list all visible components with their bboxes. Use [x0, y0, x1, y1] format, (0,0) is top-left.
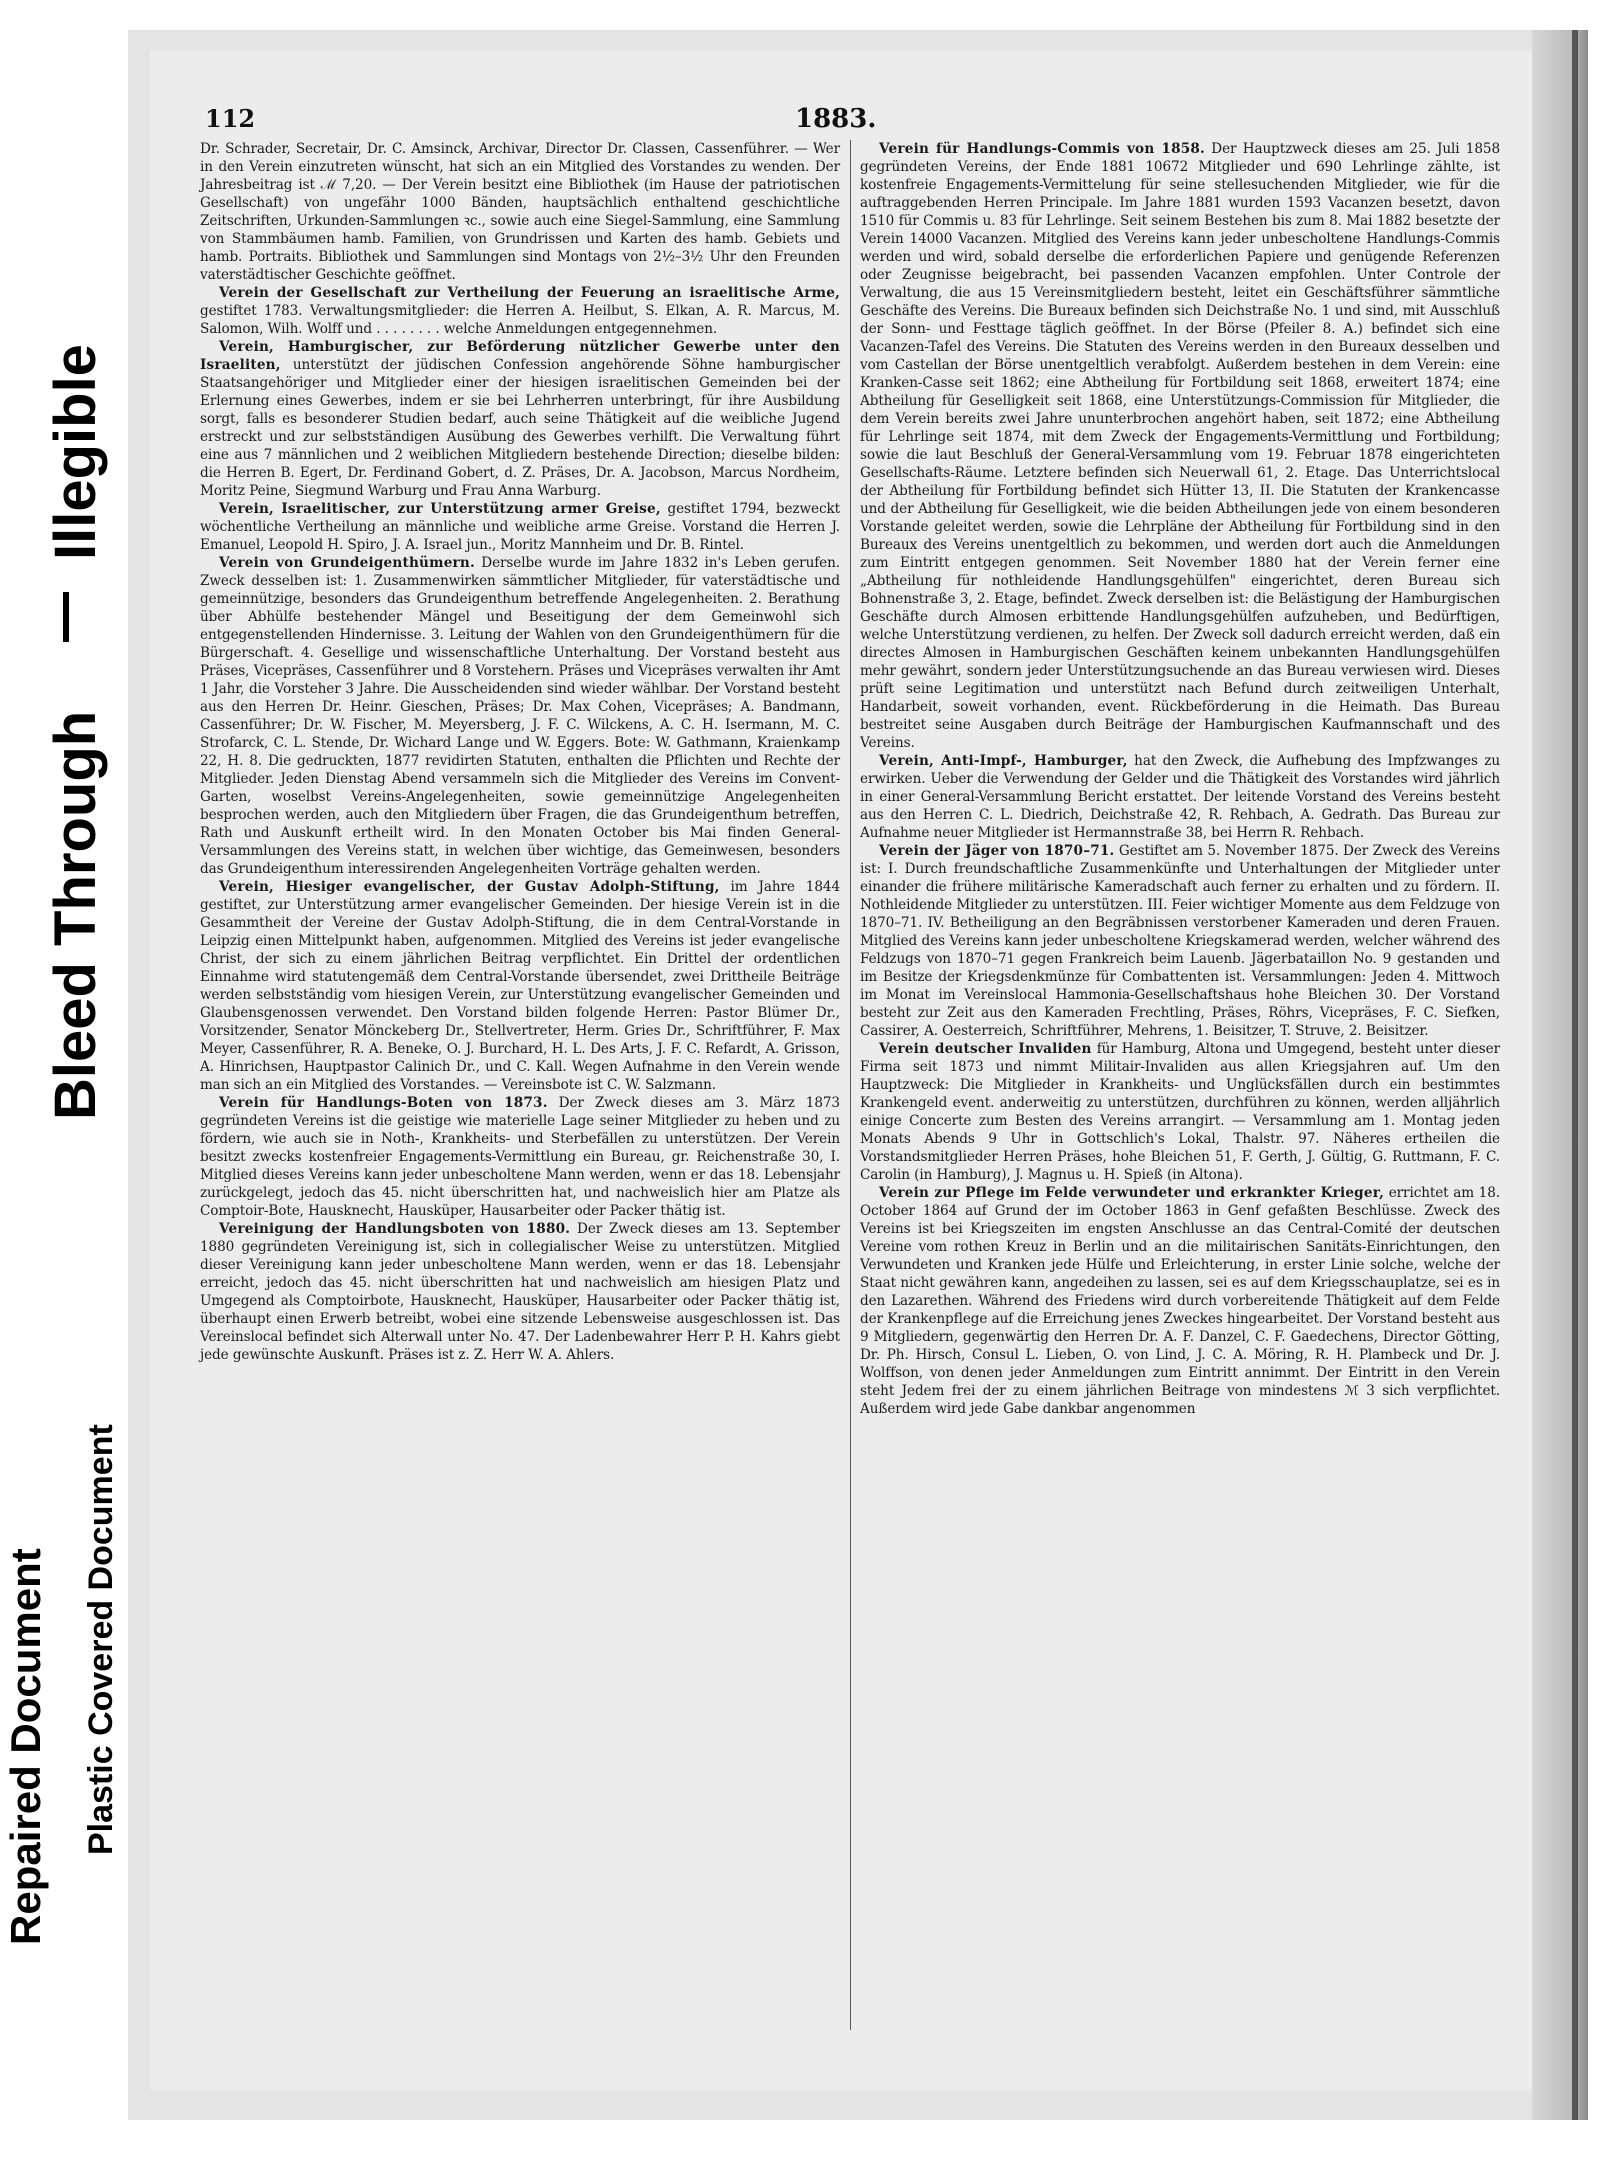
page-year: 1883.	[795, 104, 877, 134]
plastic-covered-stamp: Plastic Covered Document	[82, 1424, 120, 1855]
entry-body: Der Zweck dieses am 13. September 1880 gegründeten Vereinigung ist, sich in collegialischer Weise zu unterstützen. Mitglied dieser Vereinigung kann jeder unbescholtene Mann werden, wenn er das 18. Lebensjahr erreicht, jedoch das 45. nicht überschritten hat und nachweislich am hiesigen Platz und Umgegend als Comptoirbote, Hausknecht, Hausküper, Hausarbeiter oder Packer thätig ist, überhaupt einen Erwerb betreibt, wobei eine sitzende Lebensweise ausgeschlossen ist. Das Vereinslocal befindet sich Alterwall unter No. 47. Der Ladenbewahrer Herr P. H. Kahrs giebt jede gewünschte Auskunft. Präses ist z. Z. Herr W. A. Ahlers.	[200, 1221, 840, 1363]
society-entry	[200, 554, 840, 878]
illegible-stamp: Illegible	[43, 344, 108, 560]
entry-title: Vereinigung der Handlungsboten von 1880.	[219, 1221, 571, 1237]
society-entry	[200, 878, 840, 1094]
society-entry	[860, 842, 1500, 1040]
entry-body: unterstützt der jüdischen Confession angehörende Söhne hamburgischer Staatsangehöriger und Mitglieder einer der hiesigen israelitischen Gemeinden bei der Erlernung eines Gewerbes, indem er sie bei Lehrherren unterbringt, für ihre Ausbildung sorgt, falls es besonderer Studien bedarf, auch seine Thätigkeit auf die weibliche Jugend erstreckt und zur selbstständigen Ausübung des Gewerbes verhilft. Die Verwaltung führt eine aus 7 männlichen und 2 weiblichen Mitgliedern bestehende Direction; dieselbe bilden: die Herren B. Egert, Dr. Ferdinand Gobert, d. Z. Präses, Dr. A. Jacobson, Marcus Nordheim, Moritz Peine, Siegmund Warburg und Frau Anna Warburg.	[200, 357, 840, 499]
entry-body: für Hamburg, Altona und Umgegend, besteht unter dieser Firma seit 1873 und nimmt Militair-Invaliden aus allen Kriegsjahren auf. Um den Hauptzweck: Die Mitglieder in Krankheits- und Unglücksfällen durch ein bestimmtes Krankengeld event. anderweitig zu unterstützen, durchführen zu können, werden alljährlich einige Concerte zum Besten des Vereins arrangirt. — Versammlung am 1. Montag jeden Monats Abends 9 Uhr in Gottschlich's Lokal, Thalstr. 97. Näheres ertheilen die Vorstandsmitglieder Herren Präses, hohe Bleichen 51, F. Gerth, J. Gültig, G. Ruttmann, F. C. Carolin (in Hamburg), J. Magnus u. H. Spieß (in Altona).	[860, 1041, 1500, 1183]
page-number: 112	[205, 104, 256, 133]
entry-title: Verein, Hiesiger evangelischer, der Gustav Adolph-Stiftung,	[219, 879, 720, 895]
entry-title: Verein deutscher Invaliden	[879, 1041, 1092, 1057]
entry-title: Verein der Jäger von 1870–71.	[879, 843, 1115, 859]
entry-body: Derselbe wurde im Jahre 1832 in's Leben gerufen. Zweck desselben ist: 1. Zusammenwirken sämmtlicher Mitglieder, für vaterstädtische und gemeinnützige, besonders das Grundeigenthum betreffende Angelegenheiten. 2. Berathung über Abhülfe bestehender Mängel und Beseitigung der dem Gemeinwohl sich entgegenstellenden Hindernisse. 3. Leitung der Wahlen von den Grundeigenthümern für die Bürgerschaft. 4. Gesellige und wissenschaftliche Unterhaltung. Der Vorstand besteht aus Präses, Vicepräses, Cassenführer und 8 Vorstehern. Präses und Vicepräses verwalten ihr Amt 1 Jahr, die Vorsteher 3 Jahre. Die Ausscheidenden sind wieder wählbar. Der Vorstand besteht aus den Herren Dr. Heinr. Gieschen, Präses; Dr. Max Cohen, Vicepräses; A. Bandmann, Cassenführer; Dr. W. Fischer, M. Meyersberg, J. F. C. Wilckens, A. C. H. Isermann, M. C. Strofarck, C. L. Stende, Dr. Wichard Lange und W. Eggers. Bote: W. Gathmann, Kraienkamp 22, H. 8. Die gedruckten, 1877 revidirten Statuten, enthalten die Pflichten und Rechte der Mitglieder. Jeden Dienstag Abend versammeln sich die Mitglieder des Vereins im Convent-Garten, woselbst Vereins-Angelegenheiten, sowie gemeinnützige Angelegenheiten besprochen werden, auch den Mitgliedern über Fragen, die das Grundeigenthum betreffen, Rath und Auskunft ertheilt wird. In den Monaten October bis Mai finden General-Versammlungen des Vereins statt, in welchen über wichtige, das Gemeinwesen, besonders das Grundeigenthum interessirenden Angelegenheiten Vorträge gehalten werden.	[200, 555, 840, 877]
entry-title: Verein, Israelitischer, zur Unterstützung armer Greise,	[219, 501, 661, 517]
binding-edge	[1572, 30, 1578, 2120]
entry-title: Verein für Handlungs-Commis von 1858.	[879, 141, 1205, 157]
society-entry	[200, 338, 840, 500]
entry-title: Verein für Handlungs-Boten von 1873.	[219, 1095, 548, 1111]
entry-body: Gestiftet am 5. November 1875. Der Zweck des Vereins ist: I. Durch freundschaftliche Zusammenkünfte und Unterhaltungen der Mitglieder unter einander die frühere militärische Kameradschaft auch ferner zu erhalten und zu fördern. II. Nothleidende Mitglieder zu unterstützen. III. Feier wichtiger Momente aus dem Feldzuge von 1870–71. IV. Betheiligung an den Begräbnissen verstorbener Kameraden und deren Frauen. Mitglied des Vereins kann jeder unbescholtene Kriegskamerad werden, welcher während des Feldzugs von 1870–71 gegen Frankreich beim Lauenb. Jägerbataillon No. 9 gestanden und im Besitze der Kriegsdenkmünze für Combattenten ist. Versammlungen: Jeden 4. Mittwoch im Monat im Vereinslocal Hammonia-Gesellschaftshaus hohe Bleichen 30. Der Vorstand besteht zur Zeit aus den Kameraden Frechtling, Präses, Röhrs, Vicepräses, F. C. Siefken, Cassirer, A. Oesterreich, Schriftführer, Mehrens, 1. Beisitzer, T. Struve, 2. Beisitzer.	[860, 843, 1500, 1039]
column-rule	[850, 140, 851, 2030]
page-header	[205, 104, 1385, 144]
society-entry	[200, 1094, 840, 1220]
society-entry	[200, 1220, 840, 1364]
entry-title: Verein zur Pflege im Felde verwundeter und erkrankter Krieger,	[879, 1185, 1385, 1201]
entry-title: Verein der Gesellschaft zur Vertheilung der Feuerung an israelitische Arme,	[219, 285, 840, 301]
entry-body: Der Zweck dieses am 3. März 1873 gegründeten Vereins ist die geistige wie materielle Lage seiner Mitglieder zu heben und zu fördern, wie auch sie in Noth-, Krankheits- und Sterbefällen zu unterstützen. Der Verein besitzt zwecks kostenfreier Engagements-Vermittlung ein Bureau, gr. Reichenstraße 30, I. Mitglied dieses Vereins kann jeder unbescholtene Mann werden, wenn er das 18. Lebensjahr zurückgelegt, jedoch das 45. nicht überschritten hat, und nachweislich hier am Platze als Comptoir-Bote, Hausknecht, Hausküper, Hausarbeiter oder Packer thätig ist.	[200, 1095, 840, 1219]
stamp-divider	[63, 592, 69, 642]
page-edge-shadow	[1532, 30, 1588, 2120]
society-entry	[200, 500, 840, 554]
entry-body: errichtet am 18. October 1864 auf Grund der im October 1863 in Genf gefaßten Beschlüsse. Zweck des Vereins ist bei Kriegszeiten im engsten Anschlusse an das Central-Comité der deutschen Vereine vom rothen Kreuz in Berlin und an die militairischen Sanitäts-Einrichtungen, den Verwundeten und Kranken jede Hülfe und Erleichterung, in erster Linie solche, welche der Staat nicht gewähren kann, angedeihen zu lassen, sei es auf dem Kriegsschauplatze, sei es in den Lazarethen. Während des Friedens wird durch vorbereitende Thätigkeit auf dem Felde der Krankenpflege auf die Erreichung jenes Zweckes hingearbeitet. Der Vorstand besteht aus 9 Mitgliedern, gegenwärtig den Herren Dr. A. F. Danzel, C. F. Gaedechens, Director Götting, Dr. Ph. Hirsch, Consul L. Lieben, O. von Lind, J. C. A. Möring, R. H. Plambeck und Dr. J. Wolffson, von denen jeder Anmeldungen zum Eintritt annimmt. Der Eintritt in den Verein steht Jedem frei der zu einem jährlichen Beitrage von mindestens ℳ 3 sich verpflichtet. Außerdem wird jede Gabe dankbar angenommen	[860, 1185, 1500, 1417]
society-entry	[860, 1040, 1500, 1184]
society-entry	[200, 284, 840, 338]
society-entry	[860, 140, 1500, 752]
entry-body: hat den Zweck, die Aufhebung des Impfzwanges zu erwirken. Ueber die Verwendung der Gelder und die Thätigkeit des Vorstandes wird jährlich in einer General-Versammlung Bericht erstattet. Der leitende Vorstand des Vereins besteht aus den Herren C. L. Diedrich, Deichstraße 42, R. Rehbach, A. Gedrath. Das Bureau zur Aufnahme neuer Mitglieder ist Hermannstraße 38, bei Herrn R. Rehbach.	[860, 753, 1501, 841]
entry-body: Dr. Schrader, Secretair, Dr. C. Amsinck, Archivar, Director Dr. Classen, Cassenführer. — Wer in den Verein einzutreten wünscht, hat sich an ein Mitglied des Vorstandes zu wenden. Der Jahresbeitrag ist ℳ 7,20. — Der Verein besitzt eine Bibliothek (im Hause der patriotischen Gesellschaft) von ungefähr 1000 Bänden, hauptsächlich enthaltend geschichtliche Zeitschriften, Urkunden-Sammlungen ꝛc., sowie auch eine Siegel-Sammlung, eine Sammlung von Stammbäumen hamb. Familien, von Grundrissen und Karten des hamb. Gebiets und hamb. Portraits. Bibliothek und Sammlungen sind Montags von 2½–3½ Uhr den Freunden vaterstädtischer Geschichte geöffnet.	[200, 141, 840, 283]
entry-body: gestiftet 1783. Verwaltungsmitglieder: die Herren A. Heilbut, S. Elkan, A. R. Marcus, M. Salomon, Wilh. Wolff und . . . . . . . . welche Anmeldungen entgegennehmen.	[200, 303, 840, 337]
society-entry	[860, 752, 1500, 842]
scan-annotation-strip	[0, 0, 130, 2177]
entry-body: gestiftet 1794, bezweckt wöchentliche Vertheilung an männliche und weibliche arme Greise. Vorstand die Herren J. Emanuel, Leopold H. Spiro, J. A. Israel jun., Moritz Mannheim und Dr. B. Rintel.	[200, 501, 840, 553]
repaired-document-stamp: Repaired Document	[2, 1548, 49, 1945]
entry-title: Verein, Hamburgischer, zur Beförderung nützlicher Gewerbe unter den Israeliten,	[200, 339, 840, 373]
society-entry	[200, 140, 840, 284]
entry-body: Der Hauptzweck dieses am 25. Juli 1858 gegründeten Vereins, der Ende 1881 10672 Mitglieder und 690 Lehrlinge zählte, ist kostenfreie Engagements-Vermittelung für seine stellesuchenden Mitglieder, wie für die auftraggebenden Herren Principale. Im Jahre 1881 wurden 1593 Vacanzen besetzt, davon 1510 für Commis u. 83 für Lehrlinge. Seit seinem Bestehen bis zum 8. Mai 1882 besetzte der Verein 14000 Vacanzen. Mitglied des Vereins kann jeder unbescholtene Handlungs-Commis werden und wird, sobald derselbe die erforderlichen Papiere und genügende Referenzen oder Zeugnisse beigebracht, bei passenden Vacanzen empfohlen. Unter Controle der Verwaltung, die aus 15 Vereinsmitgliedern besteht, leitet ein Geschäftsführer sämmtliche Geschäfte des Vereins. Die Bureaux befinden sich Deichstraße No. 1 und sind, mit Ausschluß der Sonn- und Festtage täglich geöffnet. In der Börse (Pfeiler 8. A.) befindet sich eine Vacanzen-Tafel des Vereins. Die Statuten des Vereins werden in den Bureaux desselben und vom Castellan der Börse unentgeltlich verabfolgt. Außerdem bestehen in dem Verein: eine Kranken-Casse seit 1862; eine Abtheilung für Fortbildung seit 1868, erweitert 1874; eine Abtheilung für Geselligkeit seit 1868, eine Unterstützungs-Commission für Mitglieder, die dem Verein bereits zwei Jahre ununterbrochen angehört haben, seit 1872; eine Abtheilung für Lehrlinge seit 1874, mit dem Zweck der Engagements-Vermittlung und Fortbildung; sowie die laut Beschluß der General-Versammlung vom 19. Februar 1878 eingerichteten Gesellschafts-Räume. Letztere befinden sich Neuerwall 61, 2. Etage. Das Unterrichtslocal der Abtheilung für Fortbildung befindet sich Hütter 13, II. Die Statuten der Krankencasse und der Abtheilung für Geselligkeit, wie die beiden Abtheilungen jede von einem besonderen Vorstande geleitet werden, sowie die Lehrpläne der Abtheilung für Fortbildung sind in den Bureaux des Vereins unentgeltlich zu bekommen, und werden dort auch die Anmeldungen zum Eintritt entgegen genommen. Seit November 1880 hat der Verein ferner eine „Abtheilung für nothleidende Handlungsgehülfen" eingerichtet, deren Bureau sich Bohnenstraße 3, 2. Etage, befindet. Zweck derselben ist: die Belästigung der Hamburgischen Geschäfte durch Almosen erbittende Handlungsgehülfen aufzuheben, und Bedürftigen, welche Unterstützung verdienen, zu helfen. Der Zweck soll dadurch erreicht werden, daß ein directes Almosen in Hamburgischen Geschäften keinem unbekannten Handlungsgehülfen mehr gewährt, sondern jeder Unterstützungsuchende an das Bureau verwiesen wird. Dieses prüft seine Legitimation und unterstützt nach Befund durch zeitweiligen Unterhalt, Handarbeit, soweit vorhanden, event. Rückbeförderung in die Heimath. Das Bureau bestreitet seine Ausgaben durch Beiträge der Hamburgischen Kaufmannschaft und des Vereins.	[860, 141, 1501, 751]
left-column	[200, 140, 840, 1364]
bleed-through-stamp: Bleed Through	[43, 710, 108, 1120]
entry-title: Verein von Grundeigenthümern.	[219, 555, 475, 571]
society-entry	[860, 1184, 1500, 1418]
entry-body: im Jahre 1844 gestiftet, zur Unterstützung armer evangelischer Gemeinden. Der hiesige Verein ist in die Gesammtheit der Vereine der Gustav Adolph-Stiftung, die in dem Central-Vorstande in Leipzig einen Mittelpunkt haben, aufgenommen. Mitglied des Vereins ist jeder evangelische Christ, der sich zu einem jährlichen Beitrag verpflichtet. Ein Drittel der ordentlichen Einnahme wird statutengemäß dem Central-Vorstande übersendet, zwei Drittheile Beiträge werden selbstständig vom hiesigen Verein, zur Unterstützung evangelischer Gemeinden und Glaubensgenossen verwendet. Den Vorstand bilden folgende Herren: Pastor Blümer Dr., Vorsitzender, Senator Mönckeberg Dr., Stellvertreter, Herm. Gries Dr., Schriftführer, F. Max Meyer, Cassenführer, R. A. Beneke, O. J. Burchard, H. L. Des Arts, J. F. C. Refardt, A. Grisson, A. Hinrichsen, Hauptpastor Calinich Dr., und C. Kall. Wegen Aufnahme in den Verein wende man sich an ein Mitglied des Vorstandes. — Vereinsbote ist C. W. Salzmann.	[200, 879, 840, 1093]
entry-title: Verein, Anti-Impf-, Hamburger,	[879, 753, 1128, 769]
right-column	[860, 140, 1500, 1418]
